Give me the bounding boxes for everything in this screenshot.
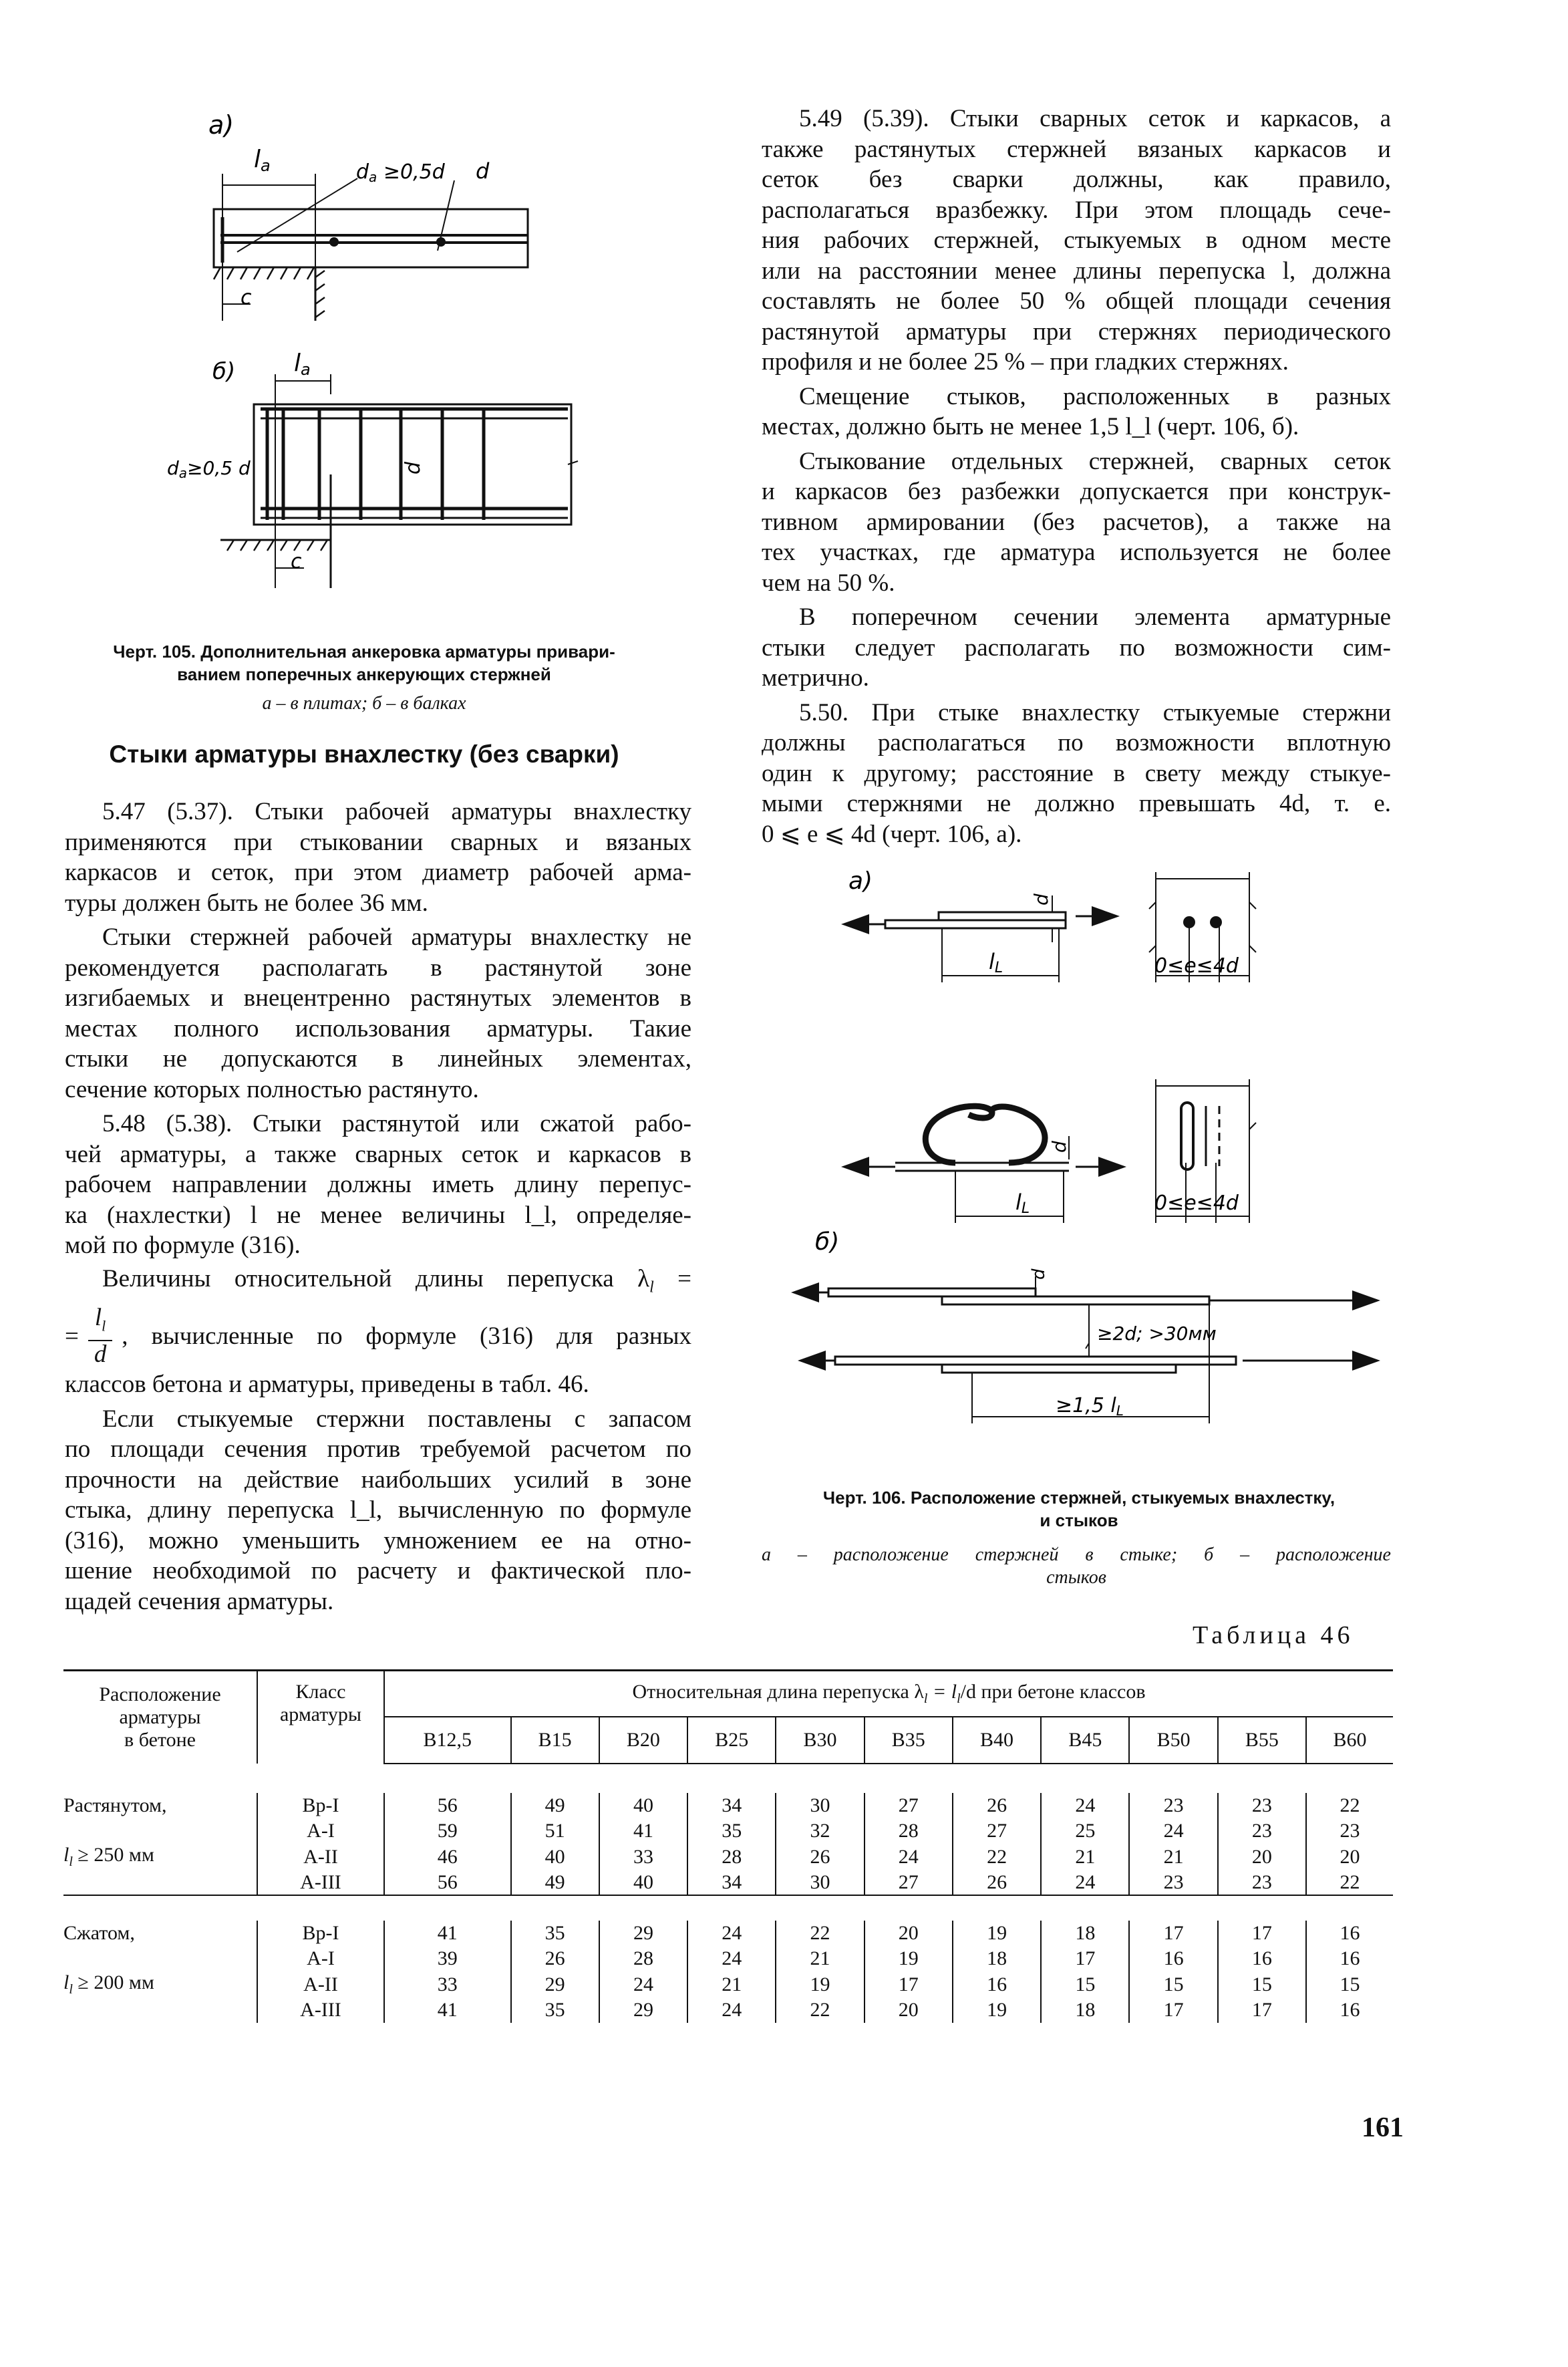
value-cell: 51 [511,1818,599,1844]
figure-106 [788,849,1390,1484]
value-cell: 35 [511,1921,599,1946]
concrete-class-header: B20 [599,1717,687,1764]
da-label-b: da≥0,5 d [167,457,251,481]
d-label-a2: d [1048,1141,1070,1153]
para-offset: Смещение стыков, расположенных в разных местах, должно быть не менее 1,5 l_l (черт. 106, б). [762,382,1391,440]
value-cell: 20 [865,1921,953,1946]
value-cell: 28 [687,1844,776,1870]
value-cell: 33 [599,1844,687,1870]
figure-105 [167,100,601,608]
value-cell: 16 [1340,1947,1360,1969]
para-reduce: Если стыкуемые стержни поставлены с запасом по площади сечения против требуемой расчетом по прочности на действие наибольших усилий в зоне стыка, длину перепуска l_l, вычисленную по формуле (316), можно уменьшить умножением ее на отно- шение необходимой по расчету и фактической пло- щадей сечения арматуры. [65,1405,691,1615]
para-symmetry: В поперечном сечении элемента арматурные стыки следует располагать по возможности сим- метрично. [762,603,1391,692]
value-cell: 15 [1129,1971,1217,1997]
concrete-class-header: B50 [1129,1717,1217,1764]
fig106-caption-sub2: стыков [1046,1567,1106,1588]
value-cell: 40 [599,1870,687,1895]
value-cell: 18 [953,1946,1041,1971]
concrete-class-header: B40 [953,1717,1041,1764]
value-cell: 22 [776,1921,864,1946]
para-5-48: 5.48 (5.38). Стыки растянутой или сжатой рабо- чей арматуры, а также сварных сеток и каркасов в рабочем направлении должны иметь длину перепус- ка (нахлестки) l не менее величины l_l, определяе- мой по формуле (316). [65,1110,691,1259]
value-cell: 39 [384,1946,511,1971]
value-cell: 24 [687,1997,776,2023]
location-cell [63,1818,257,1844]
fig105-label-a: а) [208,110,234,140]
value-cell: 28 [865,1818,953,1844]
value-cell: 21 [687,1971,776,1997]
value-cell: 17 [1218,1997,1306,2023]
page-number: 161 [1362,2112,1404,2143]
value-cell: 41 [384,1921,511,1946]
value-cell: 33 [384,1971,511,1997]
value-cell: 27 [953,1818,1041,1844]
value-cell: 34 [687,1870,776,1895]
table-row [63,1971,1393,1997]
value-cell: 46 [384,1844,511,1870]
d-label-b: d [1029,1268,1049,1280]
ll-label-a1: lL [989,949,1003,976]
fraction: $\frac{l_l}{d}$ [88,1304,112,1367]
value-cell: 19 [953,1921,1041,1946]
value-cell: 35 [511,1997,599,2023]
value-cell: 41 [384,1997,511,2023]
location-cell [63,1997,257,2023]
value-cell: 16 [1340,1999,1360,2021]
value-cell: 15 [1340,1973,1360,1995]
concrete-class-header: B60 [1306,1717,1393,1764]
spacer [63,1764,1393,1793]
location-cell [63,1870,257,1895]
rebar-class-cell: A-III [257,1870,384,1895]
value-cell: 20 [865,1997,953,2023]
value-cell: 21 [1041,1844,1129,1870]
fig105-caption: Черт. 105. Дополнительная анкеровка арматуры привари- ванием поперечных анкерующих стержней [113,642,615,684]
rebar-class-cell: Вр-I [257,1921,384,1946]
table-row [63,1870,1393,1895]
value-cell: 16 [1129,1946,1217,1971]
c-label-b: c [291,550,302,573]
rebar-class-cell: A-II [257,1971,384,1997]
fig105-label-b: б) [212,358,236,385]
value-cell: 26 [953,1793,1041,1818]
value-cell: 15 [1218,1971,1306,1997]
value-cell: 22 [1340,1870,1360,1893]
value-cell: 41 [599,1818,687,1844]
value-cell: 20 [1218,1844,1306,1870]
value-cell: 17 [1129,1921,1217,1946]
value-cell: 32 [776,1818,864,1844]
ll-label-a2: lL [1015,1190,1030,1217]
value-cell: 17 [865,1971,953,1997]
value-cell: 28 [599,1946,687,1971]
table-row [63,1793,1393,1818]
value-cell: 59 [384,1818,511,1844]
table-row [63,1997,1393,2023]
d-label-a1: d [1030,893,1052,906]
head-location: Расположение арматуры в бетоне [63,1671,257,1764]
location-cell: $l_l \ge 200$ мм [63,1971,257,1997]
value-cell: 35 [687,1818,776,1844]
value-cell: 24 [865,1844,953,1870]
rebar-class-cell: A-I [257,1818,384,1844]
table46 [63,1669,1393,2023]
rebar-class-cell: A-II [257,1844,384,1870]
lambda-para: Величины относительной длины перепуска $\lambda_l$ = = $\frac{l_l}{d}$ , вычисленные по формуле (316) для разных классов бетона и арматуры, приведены в табл. 46. [65,1264,691,1399]
value-cell: 24 [687,1946,776,1971]
table-row [63,1818,1393,1844]
concrete-class-header: B45 [1041,1717,1129,1764]
value-cell: 26 [511,1946,599,1971]
value-cell: 27 [865,1870,953,1895]
fig106-caption: Черт. 106. Расположение стержней, стыкуемых внахлестку, и стыков [822,1488,1336,1530]
value-cell: 29 [599,1921,687,1946]
value-cell: 56 [384,1793,511,1818]
c-label-a: c [241,286,252,309]
para-joints: Стыки стержней рабочей арматуры внахлестку не рекомендуется располагать в растянутой зоне изгибаемых и внецентренно растянутых элементов в местах полного использования арматуры. Такие стыки не допускаются в линейных элементах, сечение которых полностью растянуто. [65,924,691,1103]
value-cell: 34 [687,1793,776,1818]
value-cell: 23 [1218,1793,1306,1818]
value-cell: 30 [776,1793,864,1818]
value-cell: 29 [511,1971,599,1997]
offset-label: ≥1,5 lL [1056,1394,1124,1419]
d-label-b: d [402,461,425,474]
value-cell: 24 [687,1921,776,1946]
concrete-class-header: B30 [776,1717,864,1764]
location-cell: $l_l \ge 250$ мм [63,1844,257,1870]
concrete-class-header: B55 [1218,1717,1306,1764]
value-cell: 18 [1041,1997,1129,2023]
rebar-class-cell: A-I [257,1946,384,1971]
value-cell: 27 [865,1793,953,1818]
table46-grid [63,1671,1393,2023]
location-cell: Растянутом, [63,1793,257,1818]
value-cell: 23 [1129,1793,1217,1818]
value-cell: 56 [384,1870,511,1895]
value-cell: 29 [599,1997,687,2023]
value-cell: 24 [599,1971,687,1997]
table-row [63,1921,1393,1946]
concrete-class-header: B12,5 [384,1717,511,1764]
value-cell: 24 [1041,1793,1129,1818]
para-no-offset: Стыкование отдельных стержней, сварных сеток и каркасов без разбежки допускается при конструк- тивном армировании (без расчетов), а также на тех участках, где арматура используется не более чем на 50 %. [762,447,1391,597]
value-cell: 19 [776,1971,864,1997]
fig106-label-b: б) [815,1228,840,1256]
value-cell: 26 [953,1870,1041,1895]
e-range-2: 0≤e≤4d [1154,1192,1239,1215]
table-row [63,1946,1393,1971]
value-cell: 24 [1129,1818,1217,1844]
left-column [65,797,691,1617]
fig105-caption-sub: а – в плитах; б – в балках [262,693,466,714]
value-cell: 22 [1340,1794,1360,1816]
d-label-a: d [476,158,490,184]
value-cell: 23 [1340,1820,1360,1842]
concrete-class-header: B35 [865,1717,953,1764]
concrete-class-header: B15 [511,1717,599,1764]
value-cell: 21 [776,1946,864,1971]
value-cell: 22 [953,1844,1041,1870]
lambda-formula: = $\frac{l_l}{d}$ , вычисленные по формуле (316) для разных [65,1304,691,1368]
value-cell: 19 [953,1997,1041,2023]
head-lambda: Относительная длина перепуска $\lambda_l = l_l/d$ при бетоне классов [384,1671,1393,1717]
value-cell: 17 [1218,1921,1306,1946]
section-heading: Стыки арматуры внахлестку (без сварки) [109,740,619,768]
fig106-caption-sub1: а – расположение стержней в стыке; б – расположение [762,1544,1391,1565]
value-cell: 16 [1340,1922,1360,1944]
value-cell: 26 [776,1844,864,1870]
e-range-1: 0≤e≤4d [1154,954,1239,978]
value-cell: 16 [1218,1946,1306,1971]
para-5-50: 5.50. При стыке внахлестку стыкуемые стержни должны располагаться по возможности вплотную один к другому; расстояние в свету между стыкуе- мыми стержнями не должно превышать 4d, т. е. 0 ⩽ e ⩽ 4d (черт. 106, а). [762,698,1391,848]
gap-label: ≥2d; >30мм [1097,1322,1217,1345]
value-cell: 40 [511,1844,599,1870]
value-cell: 30 [776,1870,864,1895]
para-5-49: 5.49 (5.39). Стыки сварных сеток и каркасов, а также растянутых стержней вязаных каркасов и сеток без сварки должны, как правило, располагаться вразбежку. При этом площадь сече- ния рабочих стержней, стыкуемых в одном месте или на расстоянии менее длины перепуска l, должна составлять не более 50 % общей площади сечения растянутой арматуры при стержнях периодического профиля и не более 25 % – при гладких стержнях. [762,105,1391,376]
table-row [63,1844,1393,1870]
rebar-class-cell: A-III [257,1997,384,2023]
fig106-label-a: а) [848,867,873,895]
value-cell: 23 [1218,1818,1306,1844]
concrete-class-header: B25 [687,1717,776,1764]
la-label-b: la [294,350,311,379]
value-cell: 17 [1129,1997,1217,2023]
value-cell: 40 [599,1793,687,1818]
da-label-a: da ≥0,5d [356,160,445,185]
value-cell: 16 [953,1971,1041,1997]
value-cell: 25 [1041,1818,1129,1844]
value-cell: 49 [511,1870,599,1895]
value-cell: 17 [1041,1946,1129,1971]
location-cell: Сжатом, [63,1921,257,1946]
value-cell: 23 [1218,1870,1306,1895]
location-cell [63,1946,257,1971]
para-5-47: 5.47 (5.37). Стыки рабочей арматуры внахлестку применяются при стыковании сварных и вязаных каркасов и сеток, при этом диаметр рабочей арма- туры должен быть не более 36 мм. [65,798,691,917]
value-cell: 15 [1041,1971,1129,1997]
value-cell: 49 [511,1793,599,1818]
right-column [762,104,1391,849]
group-separator [63,1895,1393,1921]
value-cell: 22 [776,1997,864,2023]
table46-title: Таблица 46 [1193,1621,1354,1649]
value-cell: 21 [1129,1844,1217,1870]
rebar-class-cell: Вр-I [257,1793,384,1818]
head-class: Класс арматуры [257,1671,384,1764]
value-cell: 23 [1129,1870,1217,1895]
value-cell: 19 [865,1946,953,1971]
la-label-a: la [254,146,271,175]
value-cell: 20 [1340,1845,1360,1868]
value-cell: 24 [1041,1870,1129,1895]
value-cell: 18 [1041,1921,1129,1946]
